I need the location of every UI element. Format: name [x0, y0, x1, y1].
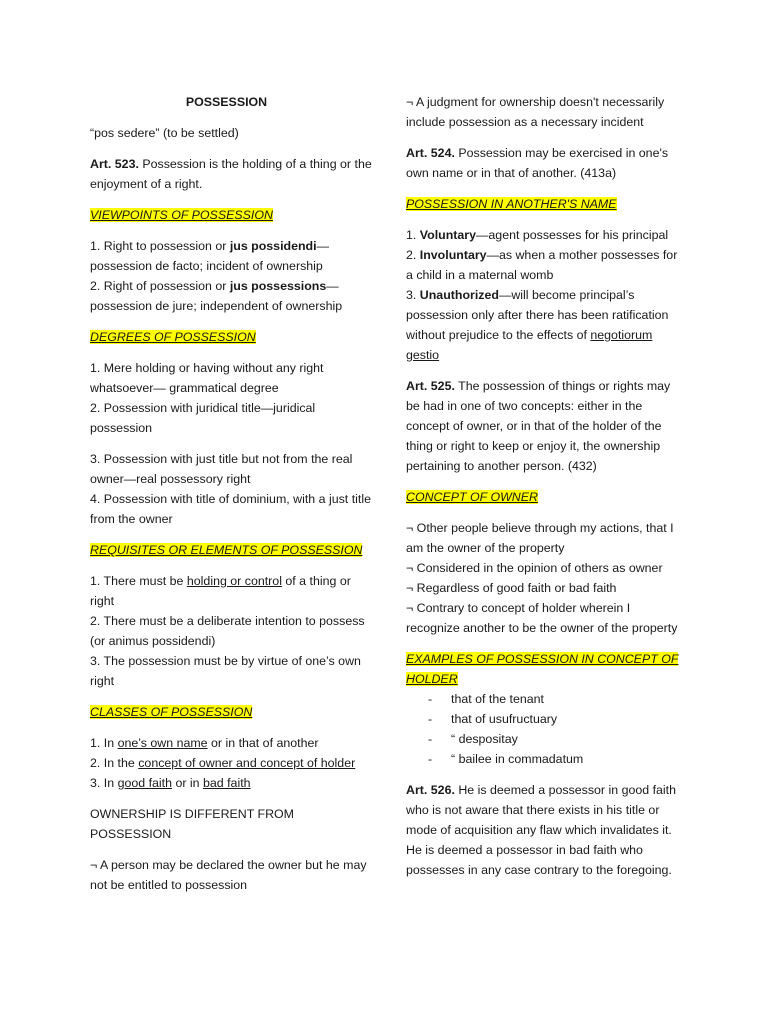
heading-another: [406, 194, 686, 214]
viewpoint-1-a: 1. Right to possession or: [90, 239, 230, 253]
another-3: [406, 285, 686, 365]
article-524-label: Art. 524.: [406, 146, 455, 160]
article-524: [406, 143, 686, 183]
requisite-1: [90, 571, 375, 611]
heading-viewpoints: [90, 205, 375, 225]
class-1-c: or in that of another: [207, 736, 319, 750]
class-1-term: one’s own name: [117, 736, 208, 750]
example-text: “ despositay: [451, 732, 518, 746]
viewpoint-2: [90, 276, 375, 316]
another-1-a: 1.: [406, 228, 420, 242]
another-2-term: Involuntary: [419, 248, 487, 262]
concept-2: ¬ Considered in the opinion of others as owner: [406, 561, 663, 575]
heading-degrees-text: DEGREES OF POSSESSION: [90, 330, 256, 344]
article-525: [406, 376, 686, 476]
viewpoint-1-term: jus possidendi: [229, 239, 317, 253]
article-524-text: Possession may be exercised in one's own name or in that of another. (413a): [406, 146, 669, 180]
another-3-a: 3.: [406, 288, 420, 302]
heading-ownership: OWNERSHIP IS DIFFERENT FROM POSSESSION: [90, 807, 294, 841]
examples-list: [406, 689, 686, 769]
heading-examples: [406, 649, 686, 689]
class-1: [90, 733, 375, 753]
viewpoint-2-a: 2. Right of possession or: [90, 279, 230, 293]
ownership-note: ¬ A person may be declared the owner but he may not be entitled to possession: [90, 858, 367, 892]
heading-requisites: [90, 540, 375, 560]
class-2: [90, 753, 375, 773]
viewpoint-2-term: jus possessions: [229, 279, 327, 293]
article-526-label: Art. 526.: [406, 783, 455, 797]
class-3: [90, 773, 375, 793]
list-item: [406, 729, 686, 749]
another-1-term: Voluntary: [419, 228, 477, 242]
dash-bullet: -: [428, 692, 433, 706]
concept-3: ¬ Regardless of good faith or bad faith: [406, 581, 617, 595]
class-2-a: 2. In the: [90, 756, 139, 770]
requisite-3: 3. The possession must be by virtue of one’s own right: [90, 654, 361, 688]
heading-degrees: [90, 327, 375, 347]
another-2: [406, 245, 686, 285]
heading-viewpoints-text: VIEWPOINTS OF POSSESSION: [90, 208, 273, 222]
another-1: [406, 225, 686, 245]
list-item: [406, 709, 686, 729]
article-523-label: Art. 523.: [90, 157, 139, 171]
another-2-c: —as when a mother possesses for a child in a maternal womb: [406, 248, 678, 282]
example-text: that of usufructuary: [451, 712, 558, 726]
another-3-c: —will become principal’s possession only after there has been ratification without prejudice to the effects of: [406, 288, 669, 342]
requisite-1-a: 1. There must be: [90, 574, 187, 588]
heading-requisites-text: REQUISITES OR ELEMENTS OF POSSESSION: [90, 543, 363, 557]
class-2-term: concept of owner and concept of holder: [138, 756, 356, 770]
another-1-c: —agent possesses for his principal: [476, 228, 669, 242]
degree-3: 3. Possession with just title but not from the real owner—real possessory right: [90, 452, 353, 486]
heading-examples-text: EXAMPLES OF POSSESSION IN CONCEPT OF HOLDER: [406, 652, 679, 686]
article-523: [90, 154, 375, 194]
heading-concept-owner-text: CONCEPT OF OWNER: [406, 490, 538, 504]
viewpoint-1: [90, 236, 375, 276]
judgment-note: ¬ A judgment for ownership doesn't necessarily include possession as a necessary incident: [406, 95, 665, 129]
dash-bullet: -: [428, 752, 433, 766]
example-text: that of the tenant: [451, 692, 545, 706]
heading-another-text: POSSESSION IN ANOTHER'S NAME: [406, 197, 617, 211]
another-2-a: 2.: [406, 248, 420, 262]
heading-classes: [90, 702, 375, 722]
degree-4: 4. Possession with title of dominium, with a just title from the owner: [90, 492, 371, 526]
article-525-label: Art. 525.: [406, 379, 455, 393]
right-column: [406, 92, 686, 880]
class-3-term-bad: bad faith: [203, 776, 251, 790]
article-526: [406, 780, 686, 880]
dash-bullet: -: [428, 732, 433, 746]
concept-4: ¬ Contrary to concept of holder wherein I recognize another to be the owner of the property: [406, 601, 678, 635]
class-3-c: or in: [172, 776, 203, 790]
article-526-text: He is deemed a possessor in good faith who is not aware that there exists in his title or mode of acquisition any flaw which invalidates it. He is deemed a possessor in bad faith who possesses in any case contrary to the foregoing.: [406, 783, 677, 877]
dash-bullet: -: [428, 712, 433, 726]
degree-1: 1. Mere holding or having without any right whatsoever— grammatical degree: [90, 361, 324, 395]
list-item: [406, 689, 686, 709]
concept-1: ¬ Other people believe through my actions, that I am the owner of the property: [406, 521, 674, 555]
article-525-text: The possession of things or rights may be had in one of two concepts: either in the concept of owner, or in that of the holder of the thing or right to keep or enjoy it, the ownership pertaining to another person. (432): [406, 379, 671, 473]
left-column: [90, 92, 375, 895]
degree-2: 2. Possession with juridical title—juridical possession: [90, 401, 316, 435]
another-3-term: Unauthorized: [419, 288, 499, 302]
requisite-1-c: of a thing or right: [90, 574, 351, 608]
class-1-a: 1. In: [90, 736, 118, 750]
another-3-gestio: negotiorum gestio: [406, 328, 653, 362]
requisite-2: 2. There must be a deliberate intention to possess (or animus possidendi): [90, 614, 365, 648]
example-text: “ bailee in commadatum: [451, 752, 584, 766]
heading-classes-text: CLASSES OF POSSESSION: [90, 705, 253, 719]
heading-concept-owner: [406, 487, 686, 507]
viewpoint-1-c: — possession de facto; incident of ownership: [90, 239, 329, 273]
page-title: POSSESSION: [185, 95, 268, 109]
class-3-a: 3. In: [90, 776, 118, 790]
requisite-1-term: holding or control: [186, 574, 282, 588]
etymology: “pos sedere” (to be settled): [90, 126, 239, 140]
viewpoint-2-c: — possession de jure; independent of ownership: [90, 279, 343, 313]
class-3-term-good: good faith: [117, 776, 172, 790]
list-item: [406, 749, 686, 769]
article-523-text: Possession is the holding of a thing or the enjoyment of a right.: [90, 157, 372, 191]
